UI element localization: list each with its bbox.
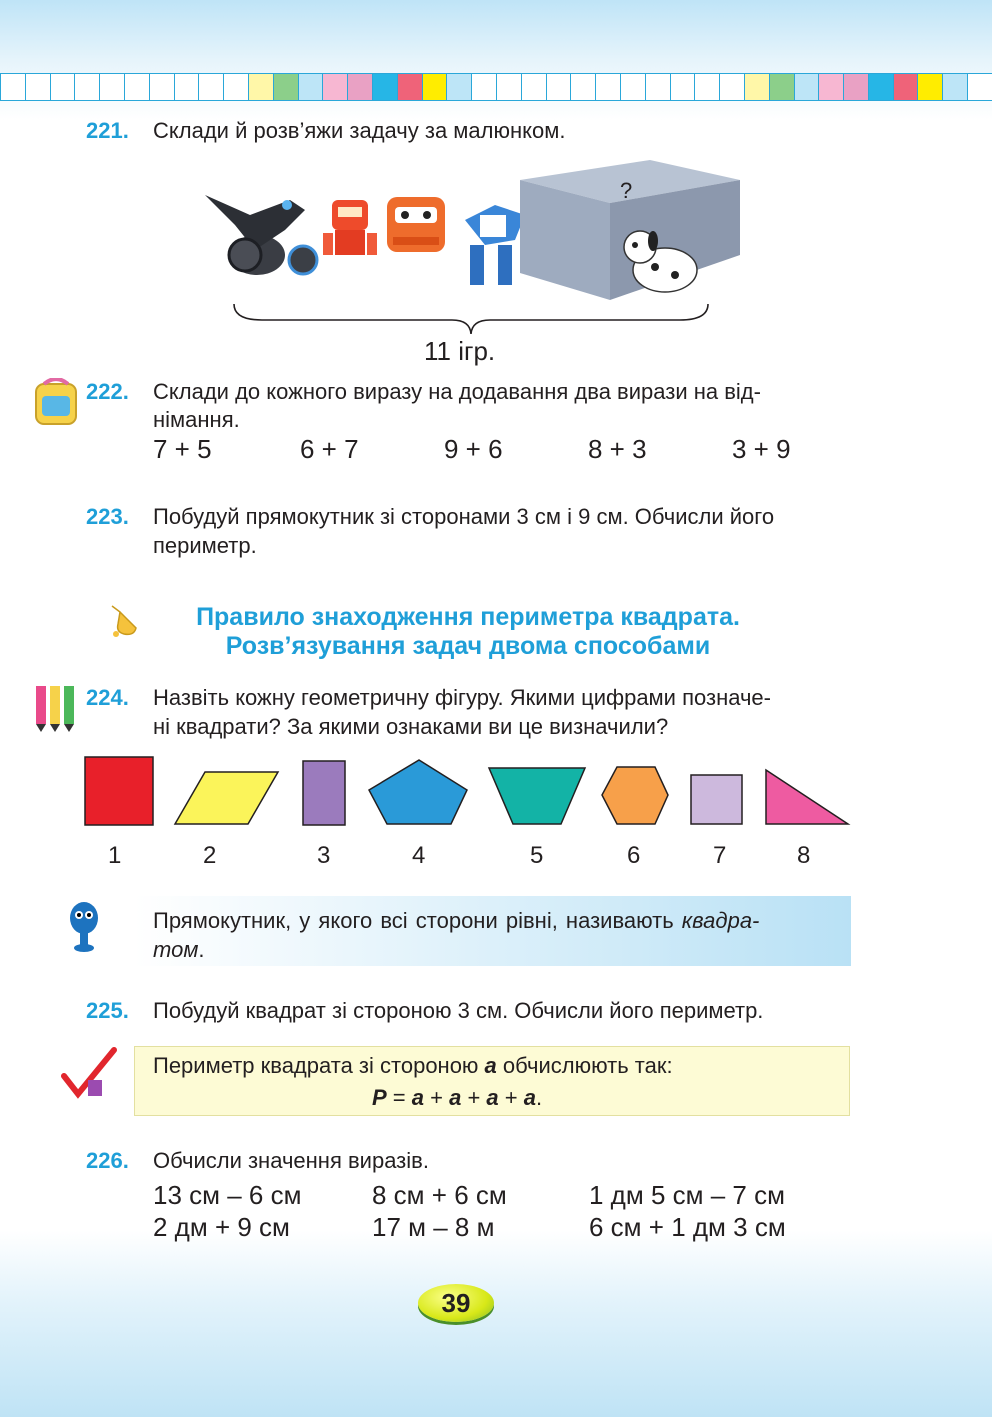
strip-cell — [322, 73, 348, 101]
curly-brace — [232, 300, 710, 336]
rule-text — [153, 1051, 673, 1080]
strip-cell — [595, 73, 621, 101]
formula-eq: = — [386, 1085, 412, 1110]
strip-cell — [868, 73, 894, 101]
strip-cell — [694, 73, 720, 101]
geometric-shapes — [80, 752, 860, 832]
strip-cell — [25, 73, 51, 101]
perimeter-formula — [372, 1083, 542, 1112]
strip-cell — [496, 73, 522, 101]
strip-cell — [198, 73, 224, 101]
formula-P: Р — [372, 1085, 387, 1110]
definition-term-part-1: квадра- — [681, 908, 760, 933]
strip-cell — [273, 73, 299, 101]
formula-plus-2: + — [461, 1085, 487, 1110]
task-222-number: 222. — [86, 379, 129, 404]
rule-variable: а — [484, 1053, 497, 1078]
shape-label-2: 2 — [203, 842, 217, 869]
expression-2: 6 + 7 — [300, 434, 359, 464]
orange-train-robot-image — [387, 197, 445, 252]
pencils-icon — [30, 682, 86, 734]
task-223-line-1: Побудуй прямокутник зі сторонами 3 см і 9 см. Обчисли його — [153, 504, 775, 529]
shape-label-3: 3 — [317, 842, 331, 869]
task-224-line-1: Назвіть кожну геометричну фігуру. Якими цифрами позначе- — [153, 685, 771, 710]
strip-cell — [298, 73, 324, 101]
strip-cell — [223, 73, 249, 101]
shape-6-hexagon — [602, 767, 668, 824]
strip-cell — [570, 73, 596, 101]
formula-a-2: а — [449, 1085, 462, 1110]
strip-cell — [645, 73, 671, 101]
definition-term-part-2: том — [153, 937, 199, 962]
task-222-line-1: Склади до кожного виразу на додавання два вирази на від- — [153, 379, 761, 404]
shape-label-8: 8 — [797, 842, 811, 869]
expr-226-3: 8 см + 6 см — [372, 1180, 507, 1210]
bell-icon — [106, 602, 140, 640]
expression-4: 8 + 3 — [588, 434, 647, 464]
formula-a-3: а — [486, 1085, 499, 1110]
strip-cell — [521, 73, 547, 101]
shape-label-4: 4 — [412, 842, 426, 869]
checkmark-icon — [58, 1046, 120, 1102]
strip-cell — [967, 73, 992, 101]
page-number: 39 — [418, 1284, 494, 1322]
shape-7-square — [691, 775, 742, 824]
decorative-color-strip — [0, 73, 992, 101]
strip-cell — [248, 73, 274, 101]
strip-cell — [372, 73, 398, 101]
expression-1: 7 + 5 — [153, 434, 212, 464]
blue-white-robot-image — [465, 205, 525, 285]
section-title-line-2: Розв’язування задач двома способами — [225, 632, 711, 660]
expr-226-6: 6 см + 1 дм 3 см — [589, 1212, 786, 1242]
shape-3-rectangle — [303, 761, 345, 825]
task-226-text: Обчисли значення виразів. — [153, 1148, 429, 1173]
shape-8-triangle — [766, 770, 848, 824]
strip-cell — [397, 73, 423, 101]
formula-plus-3: + — [498, 1085, 524, 1110]
shape-5-trapezoid — [489, 768, 585, 824]
strip-cell — [74, 73, 100, 101]
expr-226-2: 2 дм + 9 см — [153, 1212, 290, 1242]
shape-label-1: 1 — [108, 842, 122, 869]
backpack-icon — [28, 378, 84, 428]
task-221-text: Склади й розв’яжи задачу за малюнком. — [153, 118, 566, 143]
task-225-number: 225. — [86, 998, 129, 1023]
strip-cell — [917, 73, 943, 101]
task-226-number: 226. — [86, 1148, 129, 1173]
task-225-text: Побудуй квадрат зі стороною 3 см. Обчисли його периметр. — [153, 998, 764, 1023]
box-question-mark: ? — [620, 178, 633, 203]
strip-cell — [818, 73, 844, 101]
shape-2-parallelogram — [175, 772, 278, 824]
rule-text-after: обчислюють так: — [496, 1053, 673, 1078]
strip-cell — [794, 73, 820, 101]
strip-cell — [50, 73, 76, 101]
strip-cell — [99, 73, 125, 101]
strip-cell — [149, 73, 175, 101]
strip-cell — [174, 73, 200, 101]
expression-5: 3 + 9 — [732, 434, 791, 464]
strip-cell — [843, 73, 869, 101]
expr-226-5: 1 дм 5 см – 7 см — [589, 1180, 785, 1210]
strip-cell — [422, 73, 448, 101]
formula-a-4: а — [523, 1085, 536, 1110]
task-221-number: 221. — [86, 118, 129, 143]
strip-cell — [620, 73, 646, 101]
strip-cell — [942, 73, 968, 101]
red-robot-image — [323, 200, 377, 255]
strip-cell — [471, 73, 497, 101]
section-title-line-1: Правило знаходження периметра квадрата. — [196, 603, 740, 631]
strip-cell — [744, 73, 770, 101]
strip-cell — [893, 73, 919, 101]
strip-cell — [670, 73, 696, 101]
definition-line-2 — [153, 935, 205, 964]
strip-cell — [0, 73, 26, 101]
strip-cell — [769, 73, 795, 101]
task-224-line-2: ні квадрати? За якими ознаками ви це визначили? — [153, 714, 669, 739]
total-toys-label: 11 ігр. — [424, 336, 496, 366]
rule-text-before: Периметр квадрата зі стороною — [153, 1053, 485, 1078]
task-224-number: 224. — [86, 685, 129, 710]
expression-3: 9 + 6 — [444, 434, 503, 464]
strip-cell — [124, 73, 150, 101]
shape-label-7: 7 — [713, 842, 727, 869]
toys-illustration — [195, 155, 755, 315]
strip-cell — [546, 73, 572, 101]
formula-end: . — [536, 1085, 543, 1110]
strip-cell — [347, 73, 373, 101]
definition-text: Прямокутник, у якого всі сторони рівні, називають — [153, 908, 682, 933]
shape-label-5: 5 — [530, 842, 544, 869]
strip-cell — [446, 73, 472, 101]
shape-1-square — [85, 757, 153, 825]
formula-a-1: а — [411, 1085, 425, 1110]
shape-4-pentagon — [369, 760, 467, 824]
definition-period: . — [198, 937, 205, 962]
character-icon — [58, 898, 114, 956]
expr-226-4: 17 м – 8 м — [372, 1212, 495, 1242]
expr-226-1: 13 см – 6 см — [153, 1180, 302, 1210]
definition-line-1 — [153, 906, 853, 935]
task-222-line-2: німання. — [153, 407, 240, 432]
task-223-number: 223. — [86, 504, 129, 529]
formula-plus-1: + — [424, 1085, 450, 1110]
shape-label-6: 6 — [627, 842, 641, 869]
task-223-line-2: периметр. — [153, 533, 257, 558]
strip-cell — [719, 73, 745, 101]
robot-dinosaur-image — [205, 195, 317, 275]
